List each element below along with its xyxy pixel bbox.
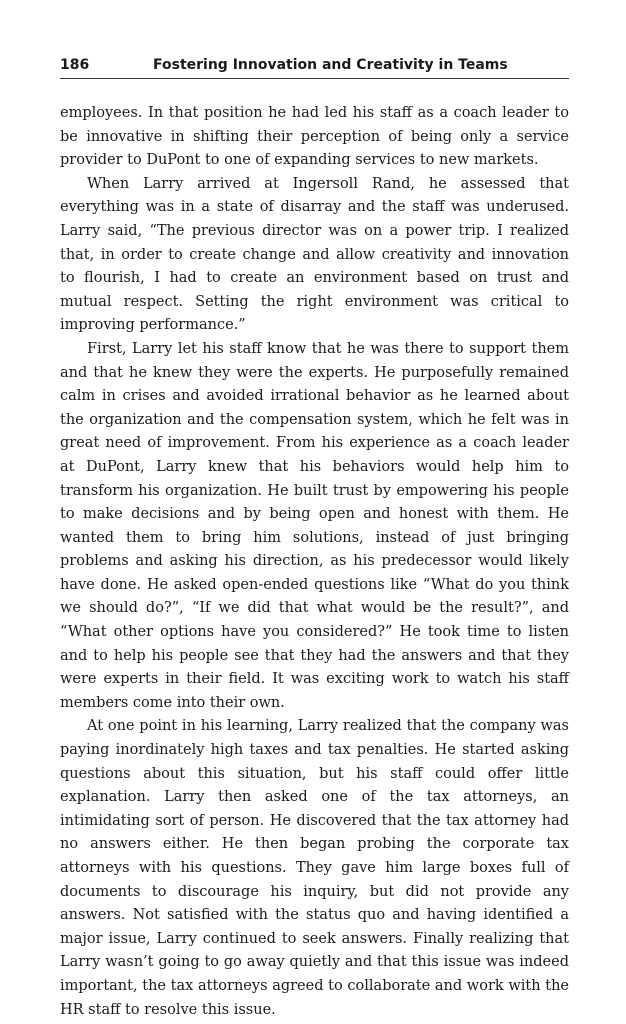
running-header [60,52,569,79]
running-title: Fostering Innovation and Creativity in Teams [153,57,508,73]
body-text [60,102,569,1022]
paragraph: At one point in his learning, Larry realized that the company was paying inordinately high taxes and tax penalties. He started asking questions about this situation, but his staff could offer little explanation. Larry then asked one of the tax attorneys, an intimidating sort of person. He discovered that the tax attorney had no answers either. He then began probing the corporate tax attorneys with his questions. They gave him large boxes full of documents to discourage his inquiry, but did not provide any answers. Not satisfied with the status quo and having identified a major issue, Larry continued to seek answers. Finally realizing that Larry wasn’t going to go away quietly and that this issue was indeed important, the tax attorneys agreed to collaborate and work with the HR staff to resolve this issue. [60,718,569,1018]
paragraph-continued: employees. In that position he had led his staff as a coach leader to be innovative in shifting their perception of being only a service provider to DuPont to one of expanding services to new markets. [60,105,569,169]
page-number: 186 [60,57,90,73]
paragraph: When Larry arrived at Ingersoll Rand, he assessed that everything was in a state of disarray and the staff was underused. Larry said, “The previous director was on a power trip. I realized that, in order to create change and allow creativity and innovation to flourish, I had to create an environment based on trust and mutual respect. Setting the right environment was critical to improving performance.” [60,175,569,334]
paragraph: First, Larry let his staff know that he was there to support them and that he knew they were the experts. He purposefully remained calm in crises and avoided irrational behavior as he learned about the organization and the compensation system, which he felt was in great need of improvement. From his experience as a coach leader at DuPont, Larry knew that his behaviors would help him to transform his organization. He built trust by empowering his people to make decisions and by being open and honest with them. He wanted them to bring him solutions, instead of just bringing problems and asking his direction, as his predecessor would likely have done. He asked open-ended questions like “What do you think we should do?”, “If we did that what would be the result?”, and “What other options have you considered?” He took time to listen and to help his people see that they had the answers and that they were experts in their field. It was exciting work to watch his staff members come into their own. [60,340,569,711]
book-page [60,0,569,1024]
